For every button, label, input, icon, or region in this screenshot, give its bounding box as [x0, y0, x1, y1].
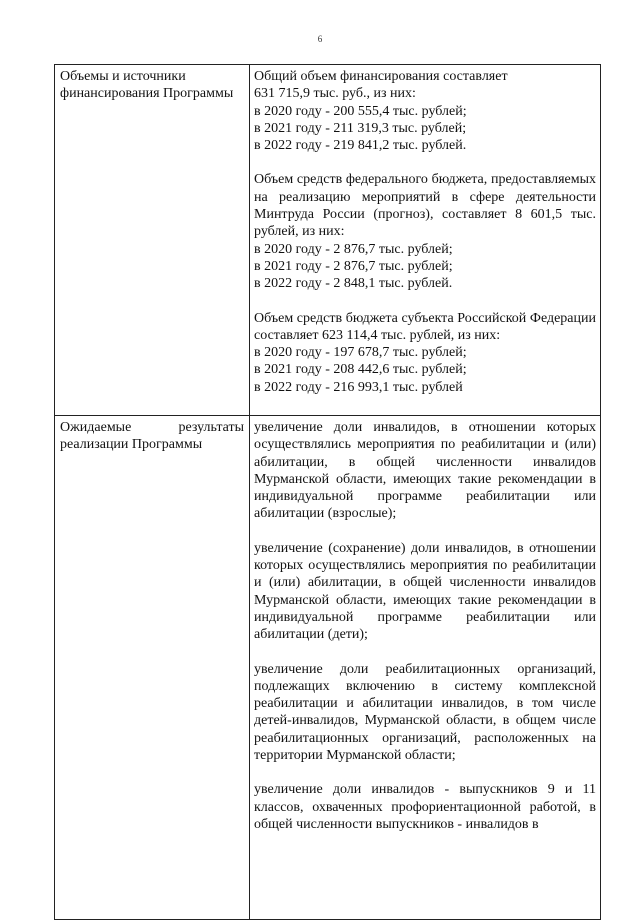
- results-item-text: увеличение (сохранение) доли инвалидов, в отношении которых осуществлялись мероприятия по реабилитации и (или) абилитации, в общей численности инвалидов Мурманской области, имеющих такие рекомендации в индивидуальной программе реабилитации или абилитации (дети);: [254, 540, 596, 643]
- results-label: Ожидаемые результаты реализации Программы: [60, 420, 244, 453]
- program-passport-table: [54, 64, 601, 920]
- financing-federal-year-2022: в 2022 году - 2 848,1 тыс. рублей.: [254, 276, 453, 292]
- financing-content-cell: [250, 65, 601, 416]
- financing-regional-year-2022: в 2022 году - 216 993,1 тыс. рублей: [254, 379, 463, 395]
- results-item: [254, 419, 596, 523]
- results-item: [254, 540, 596, 644]
- table-row-financing: [55, 65, 601, 416]
- financing-federal-text: Объем средств федерального бюджета, предоставляемых на реализацию мероприятий в сфере деятельности Минтруда России (прогноз), составляет 8 601,5 тыс. рублей, из них:: [254, 172, 596, 240]
- financing-total-line2: 631 715,9 тыс. руб., из них:: [254, 86, 416, 102]
- financing-total-year-2022: в 2022 году - 219 841,2 тыс. рублей.: [254, 138, 467, 154]
- financing-total-line1: Общий объем финансирования составляет: [254, 69, 508, 84]
- results-item-text: увеличение доли инвалидов - выпускников 9 и 11 классов, охваченных профориентационной работой, в общей численности выпускников - инвалидов в: [254, 782, 596, 832]
- page-number: 6: [317, 34, 323, 44]
- financing-total-block: [254, 68, 596, 154]
- results-item-text: увеличение доли реабилитационных организаций, подлежащих включению в систему комплексной реабилитации и абилитации инвалидов, в том числе детей-инвалидов, Мурманской области, в общем числе реабилитационных организаций, расположенных на территории Мурманской области;: [254, 661, 596, 764]
- results-content-cell: [250, 416, 601, 920]
- results-item: [254, 781, 596, 833]
- financing-federal-year-2020: в 2020 году - 2 876,7 тыс. рублей;: [254, 241, 453, 257]
- results-item-text: увеличение доли инвалидов, в отношении которых осуществлялись мероприятия по реабилитации и (или) абилитации, в общей численности инвалидов Мурманской области, имеющих такие рекомендации в индивидуальной программе реабилитации или абилитации (взрослые);: [254, 420, 596, 522]
- results-item: [254, 661, 596, 765]
- financing-total-year-2020: в 2020 году - 200 555,4 тыс. рублей;: [254, 103, 467, 119]
- financing-label: Объемы и источники финансирования Программы: [60, 69, 234, 102]
- financing-regional-year-2020: в 2020 году - 197 678,7 тыс. рублей;: [254, 345, 467, 361]
- financing-federal-year-2021: в 2021 году - 2 876,7 тыс. рублей;: [254, 258, 453, 274]
- financing-regional-block: [254, 310, 596, 396]
- financing-regional-text: Объем средств бюджета субъекта Российской Федерации составляет 623 114,4 тыс. рублей, из них:: [254, 310, 596, 343]
- financing-regional-year-2021: в 2021 году - 208 442,6 тыс. рублей;: [254, 362, 467, 378]
- table-row-results: [55, 416, 601, 920]
- financing-total-year-2021: в 2021 году - 211 319,3 тыс. рублей;: [254, 120, 467, 136]
- financing-label-cell: [55, 65, 250, 416]
- financing-federal-block: [254, 171, 596, 292]
- results-label-cell: [55, 416, 250, 920]
